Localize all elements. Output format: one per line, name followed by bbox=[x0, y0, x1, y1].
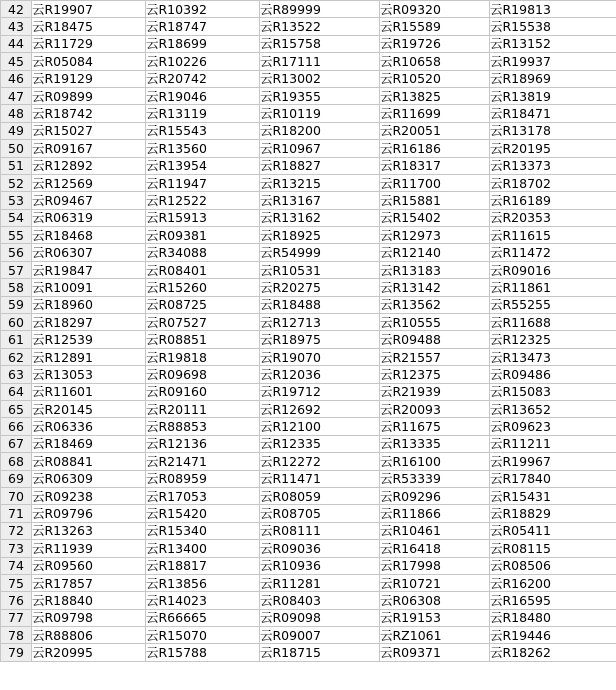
row-header[interactable]: 52 bbox=[1, 174, 32, 191]
table-cell[interactable]: 云R12036 bbox=[260, 366, 380, 383]
table-cell[interactable]: 云R18840 bbox=[32, 592, 146, 609]
table-row bbox=[1, 627, 616, 644]
row-header[interactable]: 66 bbox=[1, 418, 32, 435]
row-header[interactable]: 62 bbox=[1, 348, 32, 365]
table-cell[interactable]: 云R12522 bbox=[146, 192, 260, 209]
table-row bbox=[1, 1, 616, 18]
table-cell[interactable]: 云R20145 bbox=[32, 400, 146, 417]
table-cell[interactable]: 云R13819 bbox=[490, 87, 616, 104]
table-cell[interactable]: 云R08705 bbox=[260, 505, 380, 522]
table-cell[interactable]: 云R10226 bbox=[146, 53, 260, 70]
table-cell[interactable]: 云R16100 bbox=[380, 453, 490, 470]
table-cell[interactable]: 云R89999 bbox=[260, 1, 380, 18]
table-row bbox=[1, 279, 616, 296]
table-cell[interactable]: 云R13825 bbox=[380, 87, 490, 104]
table-cell[interactable]: 云R09381 bbox=[146, 227, 260, 244]
table-cell[interactable]: 云R19726 bbox=[380, 35, 490, 52]
table-cell[interactable]: 云R19907 bbox=[32, 1, 146, 18]
row-header[interactable]: 59 bbox=[1, 296, 32, 313]
table-cell[interactable]: 云R12325 bbox=[490, 331, 616, 348]
table-cell[interactable]: 云R18317 bbox=[380, 157, 490, 174]
table-row bbox=[1, 209, 616, 226]
table-cell[interactable]: 云R19712 bbox=[260, 383, 380, 400]
row-header[interactable]: 43 bbox=[1, 18, 32, 35]
table-cell[interactable]: 云R21939 bbox=[380, 383, 490, 400]
table-cell[interactable]: 云R18975 bbox=[260, 331, 380, 348]
table-cell[interactable]: 云R13162 bbox=[260, 209, 380, 226]
table-cell[interactable]: 云R09160 bbox=[146, 383, 260, 400]
table-cell[interactable]: 云R17053 bbox=[146, 487, 260, 504]
table-cell[interactable]: 云R10531 bbox=[260, 261, 380, 278]
table-cell[interactable]: 云R08851 bbox=[146, 331, 260, 348]
row-header[interactable]: 74 bbox=[1, 557, 32, 574]
row-header[interactable]: 50 bbox=[1, 140, 32, 157]
row-header[interactable]: 58 bbox=[1, 279, 32, 296]
table-row bbox=[1, 174, 616, 191]
table-cell[interactable]: 云R06309 bbox=[32, 470, 146, 487]
table-cell[interactable]: 云R18297 bbox=[32, 314, 146, 331]
table-cell[interactable]: 云R11866 bbox=[380, 505, 490, 522]
table-cell[interactable]: 云R20111 bbox=[146, 400, 260, 417]
table-cell[interactable]: 云R18468 bbox=[32, 227, 146, 244]
row-header[interactable]: 70 bbox=[1, 487, 32, 504]
table-cell[interactable]: 云R10967 bbox=[260, 140, 380, 157]
table-cell[interactable]: 云R21471 bbox=[146, 453, 260, 470]
table-cell[interactable]: 云R13167 bbox=[260, 192, 380, 209]
table-cell[interactable]: 云R17857 bbox=[32, 574, 146, 591]
table-cell[interactable]: 云R17840 bbox=[490, 470, 616, 487]
table-cell[interactable]: 云R18715 bbox=[260, 644, 380, 661]
table-cell[interactable]: 云R15913 bbox=[146, 209, 260, 226]
table-cell[interactable]: 云R09467 bbox=[32, 192, 146, 209]
row-header[interactable]: 55 bbox=[1, 227, 32, 244]
table-cell[interactable]: 云R15027 bbox=[32, 122, 146, 139]
table-cell[interactable]: 云R09098 bbox=[260, 609, 380, 626]
table-cell[interactable]: 云R09371 bbox=[380, 644, 490, 661]
table-cell[interactable]: 云R15402 bbox=[380, 209, 490, 226]
table-row bbox=[1, 470, 616, 487]
table-cell[interactable]: 云R12539 bbox=[32, 331, 146, 348]
table-row bbox=[1, 505, 616, 522]
table-cell[interactable]: 云R11675 bbox=[380, 418, 490, 435]
row-header[interactable]: 51 bbox=[1, 157, 32, 174]
table-cell[interactable]: 云R15881 bbox=[380, 192, 490, 209]
row-header[interactable]: 48 bbox=[1, 105, 32, 122]
table-row bbox=[1, 592, 616, 609]
table-cell[interactable]: 云R11939 bbox=[32, 540, 146, 557]
table-cell[interactable]: 云R13142 bbox=[380, 279, 490, 296]
table-cell[interactable]: 云R88806 bbox=[32, 627, 146, 644]
row-header[interactable]: 60 bbox=[1, 314, 32, 331]
table-cell[interactable]: 云R08841 bbox=[32, 453, 146, 470]
table-cell[interactable]: 云R08401 bbox=[146, 261, 260, 278]
table-cell[interactable]: 云R09007 bbox=[260, 627, 380, 644]
table-cell[interactable]: 云R11688 bbox=[490, 314, 616, 331]
table-cell[interactable]: 云R09238 bbox=[32, 487, 146, 504]
table-cell[interactable]: 云R13560 bbox=[146, 140, 260, 157]
table-cell[interactable]: 云R10392 bbox=[146, 1, 260, 18]
table-cell[interactable]: 云R18488 bbox=[260, 296, 380, 313]
table-cell[interactable]: 云R19129 bbox=[32, 70, 146, 87]
table-row bbox=[1, 522, 616, 539]
table-cell[interactable]: 云R17111 bbox=[260, 53, 380, 70]
table-cell[interactable]: 云R05084 bbox=[32, 53, 146, 70]
table-cell[interactable]: 云R10721 bbox=[380, 574, 490, 591]
table-cell[interactable]: 云R12335 bbox=[260, 435, 380, 452]
row-header[interactable]: 45 bbox=[1, 53, 32, 70]
table-cell[interactable]: 云R17998 bbox=[380, 557, 490, 574]
table-cell[interactable]: 云R16186 bbox=[380, 140, 490, 157]
table-cell[interactable]: 云R20051 bbox=[380, 122, 490, 139]
row-header[interactable]: 46 bbox=[1, 70, 32, 87]
table-cell[interactable]: 云R12140 bbox=[380, 244, 490, 261]
table-cell[interactable]: 云R11615 bbox=[490, 227, 616, 244]
table-cell[interactable]: 云R13215 bbox=[260, 174, 380, 191]
table-cell[interactable]: 云R11700 bbox=[380, 174, 490, 191]
table-cell[interactable]: 云R13562 bbox=[380, 296, 490, 313]
row-header[interactable]: 49 bbox=[1, 122, 32, 139]
table-row bbox=[1, 609, 616, 626]
row-header[interactable]: 56 bbox=[1, 244, 32, 261]
row-header[interactable]: 67 bbox=[1, 435, 32, 452]
table-cell[interactable]: 云R13002 bbox=[260, 70, 380, 87]
table-cell[interactable]: 云R15431 bbox=[490, 487, 616, 504]
table-cell[interactable]: 云R20275 bbox=[260, 279, 380, 296]
row-header[interactable]: 69 bbox=[1, 470, 32, 487]
table-cell[interactable]: 云R06307 bbox=[32, 244, 146, 261]
table-cell[interactable]: 云R16595 bbox=[490, 592, 616, 609]
table-cell[interactable]: 云R20742 bbox=[146, 70, 260, 87]
row-header[interactable]: 79 bbox=[1, 644, 32, 661]
row-header[interactable]: 57 bbox=[1, 261, 32, 278]
table-cell[interactable]: 云R19813 bbox=[490, 1, 616, 18]
row-header[interactable]: 77 bbox=[1, 609, 32, 626]
table-cell[interactable]: 云R13652 bbox=[490, 400, 616, 417]
table-cell[interactable]: 云R10520 bbox=[380, 70, 490, 87]
table-cell[interactable]: 云R09296 bbox=[380, 487, 490, 504]
table-cell[interactable]: 云R12272 bbox=[260, 453, 380, 470]
table-row bbox=[1, 644, 616, 661]
row-header[interactable]: 53 bbox=[1, 192, 32, 209]
table-cell[interactable]: 云R09698 bbox=[146, 366, 260, 383]
table-cell[interactable]: 云R18702 bbox=[490, 174, 616, 191]
table-cell[interactable]: 云R08403 bbox=[260, 592, 380, 609]
row-header[interactable]: 76 bbox=[1, 592, 32, 609]
table-cell[interactable]: 云R13400 bbox=[146, 540, 260, 557]
table-cell[interactable]: 云R06308 bbox=[380, 592, 490, 609]
table-cell[interactable]: 云R54999 bbox=[260, 244, 380, 261]
table-cell[interactable]: 云R13373 bbox=[490, 157, 616, 174]
table-cell[interactable]: 云R15543 bbox=[146, 122, 260, 139]
table-cell[interactable]: 云R18480 bbox=[490, 609, 616, 626]
table-cell[interactable]: 云R13178 bbox=[490, 122, 616, 139]
table-cell[interactable]: 云R15589 bbox=[380, 18, 490, 35]
table-row bbox=[1, 366, 616, 383]
table-row bbox=[1, 331, 616, 348]
table-cell[interactable]: 云R19847 bbox=[32, 261, 146, 278]
table-cell[interactable]: 云R19967 bbox=[490, 453, 616, 470]
table-cell[interactable]: 云R18925 bbox=[260, 227, 380, 244]
table-cell[interactable]: 云R05411 bbox=[490, 522, 616, 539]
row-header[interactable]: 44 bbox=[1, 35, 32, 52]
table-cell[interactable]: 云R09016 bbox=[490, 261, 616, 278]
table-cell[interactable]: 云R11699 bbox=[380, 105, 490, 122]
table-row bbox=[1, 261, 616, 278]
table-row bbox=[1, 400, 616, 417]
table-row bbox=[1, 157, 616, 174]
table-cell[interactable]: 云R11861 bbox=[490, 279, 616, 296]
table-cell[interactable]: 云R18471 bbox=[490, 105, 616, 122]
table-cell[interactable]: 云R19046 bbox=[146, 87, 260, 104]
table-cell[interactable]: 云R18747 bbox=[146, 18, 260, 35]
table-cell[interactable]: 云R11211 bbox=[490, 435, 616, 452]
table-cell[interactable]: 云R18960 bbox=[32, 296, 146, 313]
table-cell[interactable]: 云R12973 bbox=[380, 227, 490, 244]
table-cell[interactable]: 云R13856 bbox=[146, 574, 260, 591]
table-row bbox=[1, 348, 616, 365]
table-row bbox=[1, 87, 616, 104]
table-cell[interactable]: 云R18262 bbox=[490, 644, 616, 661]
table-cell[interactable]: 云R10091 bbox=[32, 279, 146, 296]
table-cell[interactable]: 云R15788 bbox=[146, 644, 260, 661]
table-cell[interactable]: 云R08959 bbox=[146, 470, 260, 487]
row-header[interactable]: 73 bbox=[1, 540, 32, 557]
table-row bbox=[1, 487, 616, 504]
table-cell[interactable]: 云R06319 bbox=[32, 209, 146, 226]
table-cell[interactable]: 云R15070 bbox=[146, 627, 260, 644]
table-cell[interactable]: 云R07527 bbox=[146, 314, 260, 331]
row-header[interactable]: 72 bbox=[1, 522, 32, 539]
table-cell[interactable]: 云R19070 bbox=[260, 348, 380, 365]
table-row bbox=[1, 540, 616, 557]
table-cell[interactable]: 云R13053 bbox=[32, 366, 146, 383]
table-cell[interactable]: 云R13183 bbox=[380, 261, 490, 278]
table-cell[interactable]: 云R19355 bbox=[260, 87, 380, 104]
table-row bbox=[1, 70, 616, 87]
table-cell[interactable]: 云R10555 bbox=[380, 314, 490, 331]
table-cell[interactable]: 云R20093 bbox=[380, 400, 490, 417]
table-row bbox=[1, 314, 616, 331]
row-header[interactable]: 64 bbox=[1, 383, 32, 400]
table-cell[interactable]: 云R19937 bbox=[490, 53, 616, 70]
row-header[interactable]: 42 bbox=[1, 1, 32, 18]
table-cell[interactable]: 云R12375 bbox=[380, 366, 490, 383]
row-header[interactable]: 47 bbox=[1, 87, 32, 104]
table-cell[interactable]: 云R21557 bbox=[380, 348, 490, 365]
table-row bbox=[1, 453, 616, 470]
table-cell[interactable]: 云R09623 bbox=[490, 418, 616, 435]
table-cell[interactable]: 云R12891 bbox=[32, 348, 146, 365]
table-cell[interactable]: 云R09798 bbox=[32, 609, 146, 626]
table-cell[interactable]: 云R12569 bbox=[32, 174, 146, 191]
table-cell[interactable]: 云R10658 bbox=[380, 53, 490, 70]
table-cell[interactable]: 云R16189 bbox=[490, 192, 616, 209]
table-cell[interactable]: 云R14023 bbox=[146, 592, 260, 609]
table-row bbox=[1, 557, 616, 574]
table-cell[interactable]: 云R13119 bbox=[146, 105, 260, 122]
table-cell[interactable]: 云R16418 bbox=[380, 540, 490, 557]
table-cell[interactable]: 云R11601 bbox=[32, 383, 146, 400]
table-cell[interactable]: 云R15420 bbox=[146, 505, 260, 522]
table-cell[interactable]: 云R12892 bbox=[32, 157, 146, 174]
table-cell[interactable]: 云RZ1061 bbox=[380, 627, 490, 644]
table-cell[interactable]: 云R09486 bbox=[490, 366, 616, 383]
table-row bbox=[1, 53, 616, 70]
row-header[interactable]: 61 bbox=[1, 331, 32, 348]
table-cell[interactable]: 云R18817 bbox=[146, 557, 260, 574]
table-row bbox=[1, 435, 616, 452]
table-cell[interactable]: 云R13522 bbox=[260, 18, 380, 35]
table-cell[interactable]: 云R11472 bbox=[490, 244, 616, 261]
table-cell[interactable]: 云R08111 bbox=[260, 522, 380, 539]
table-cell[interactable]: 云R13263 bbox=[32, 522, 146, 539]
table-cell[interactable]: 云R20195 bbox=[490, 140, 616, 157]
table-cell[interactable]: 云R18469 bbox=[32, 435, 146, 452]
table-cell[interactable]: 云R18742 bbox=[32, 105, 146, 122]
table-cell[interactable]: 云R18969 bbox=[490, 70, 616, 87]
table-cell[interactable]: 云R15340 bbox=[146, 522, 260, 539]
table-cell[interactable]: 云R08725 bbox=[146, 296, 260, 313]
table-cell[interactable]: 云R34088 bbox=[146, 244, 260, 261]
table-cell[interactable]: 云R13335 bbox=[380, 435, 490, 452]
table-row bbox=[1, 383, 616, 400]
table-cell[interactable]: 云R12713 bbox=[260, 314, 380, 331]
table-cell[interactable]: 云R08059 bbox=[260, 487, 380, 504]
table-body bbox=[1, 1, 616, 662]
table-cell[interactable]: 云R13473 bbox=[490, 348, 616, 365]
row-header[interactable]: 63 bbox=[1, 366, 32, 383]
table-cell[interactable]: 云R15083 bbox=[490, 383, 616, 400]
table-cell[interactable]: 云R15538 bbox=[490, 18, 616, 35]
table-row bbox=[1, 574, 616, 591]
table-cell[interactable]: 云R09167 bbox=[32, 140, 146, 157]
row-header[interactable]: 78 bbox=[1, 627, 32, 644]
table-cell[interactable]: 云R53339 bbox=[380, 470, 490, 487]
table-cell[interactable]: 云R11281 bbox=[260, 574, 380, 591]
table-cell[interactable]: 云R15758 bbox=[260, 35, 380, 52]
row-header[interactable]: 71 bbox=[1, 505, 32, 522]
table-cell[interactable]: 云R12136 bbox=[146, 435, 260, 452]
table-cell[interactable]: 云R08115 bbox=[490, 540, 616, 557]
table-row bbox=[1, 122, 616, 139]
table-row bbox=[1, 227, 616, 244]
table-cell[interactable]: 云R12692 bbox=[260, 400, 380, 417]
table-row bbox=[1, 418, 616, 435]
table-cell[interactable]: 云R13152 bbox=[490, 35, 616, 52]
table-cell[interactable]: 云R12100 bbox=[260, 418, 380, 435]
table-cell[interactable]: 云R55255 bbox=[490, 296, 616, 313]
table-cell[interactable]: 云R20353 bbox=[490, 209, 616, 226]
table-cell[interactable]: 云R09899 bbox=[32, 87, 146, 104]
table-row bbox=[1, 35, 616, 52]
table-cell[interactable]: 云R20995 bbox=[32, 644, 146, 661]
table-cell[interactable]: 云R18699 bbox=[146, 35, 260, 52]
table-cell[interactable]: 云R09036 bbox=[260, 540, 380, 557]
table-cell[interactable]: 云R13954 bbox=[146, 157, 260, 174]
table-cell[interactable]: 云R19153 bbox=[380, 609, 490, 626]
table-cell[interactable]: 云R16200 bbox=[490, 574, 616, 591]
table-cell[interactable]: 云R11729 bbox=[32, 35, 146, 52]
table-cell[interactable]: 云R06336 bbox=[32, 418, 146, 435]
table-cell[interactable]: 云R18827 bbox=[260, 157, 380, 174]
table-row bbox=[1, 18, 616, 35]
table-cell[interactable]: 云R19446 bbox=[490, 627, 616, 644]
table-row bbox=[1, 140, 616, 157]
table-cell[interactable]: 云R11471 bbox=[260, 470, 380, 487]
table-cell[interactable]: 云R10936 bbox=[260, 557, 380, 574]
table-cell[interactable]: 云R08506 bbox=[490, 557, 616, 574]
table-cell[interactable]: 云R09488 bbox=[380, 331, 490, 348]
table-cell[interactable]: 云R10461 bbox=[380, 522, 490, 539]
table-cell[interactable]: 云R09796 bbox=[32, 505, 146, 522]
row-header[interactable]: 54 bbox=[1, 209, 32, 226]
table-cell[interactable]: 云R09560 bbox=[32, 557, 146, 574]
table-row bbox=[1, 192, 616, 209]
table-cell[interactable]: 云R18829 bbox=[490, 505, 616, 522]
table-cell[interactable]: 云R18200 bbox=[260, 122, 380, 139]
table-cell[interactable]: 云R88853 bbox=[146, 418, 260, 435]
table-cell[interactable]: 云R19818 bbox=[146, 348, 260, 365]
row-header[interactable]: 65 bbox=[1, 400, 32, 417]
table-cell[interactable]: 云R11947 bbox=[146, 174, 260, 191]
table-cell[interactable]: 云R66665 bbox=[146, 609, 260, 626]
table-cell[interactable]: 云R09320 bbox=[380, 1, 490, 18]
row-header[interactable]: 75 bbox=[1, 574, 32, 591]
table-row bbox=[1, 105, 616, 122]
table-cell[interactable]: 云R18475 bbox=[32, 18, 146, 35]
table-row bbox=[1, 296, 616, 313]
table-cell[interactable]: 云R10119 bbox=[260, 105, 380, 122]
table-row bbox=[1, 244, 616, 261]
row-header[interactable]: 68 bbox=[1, 453, 32, 470]
table-cell[interactable]: 云R15260 bbox=[146, 279, 260, 296]
